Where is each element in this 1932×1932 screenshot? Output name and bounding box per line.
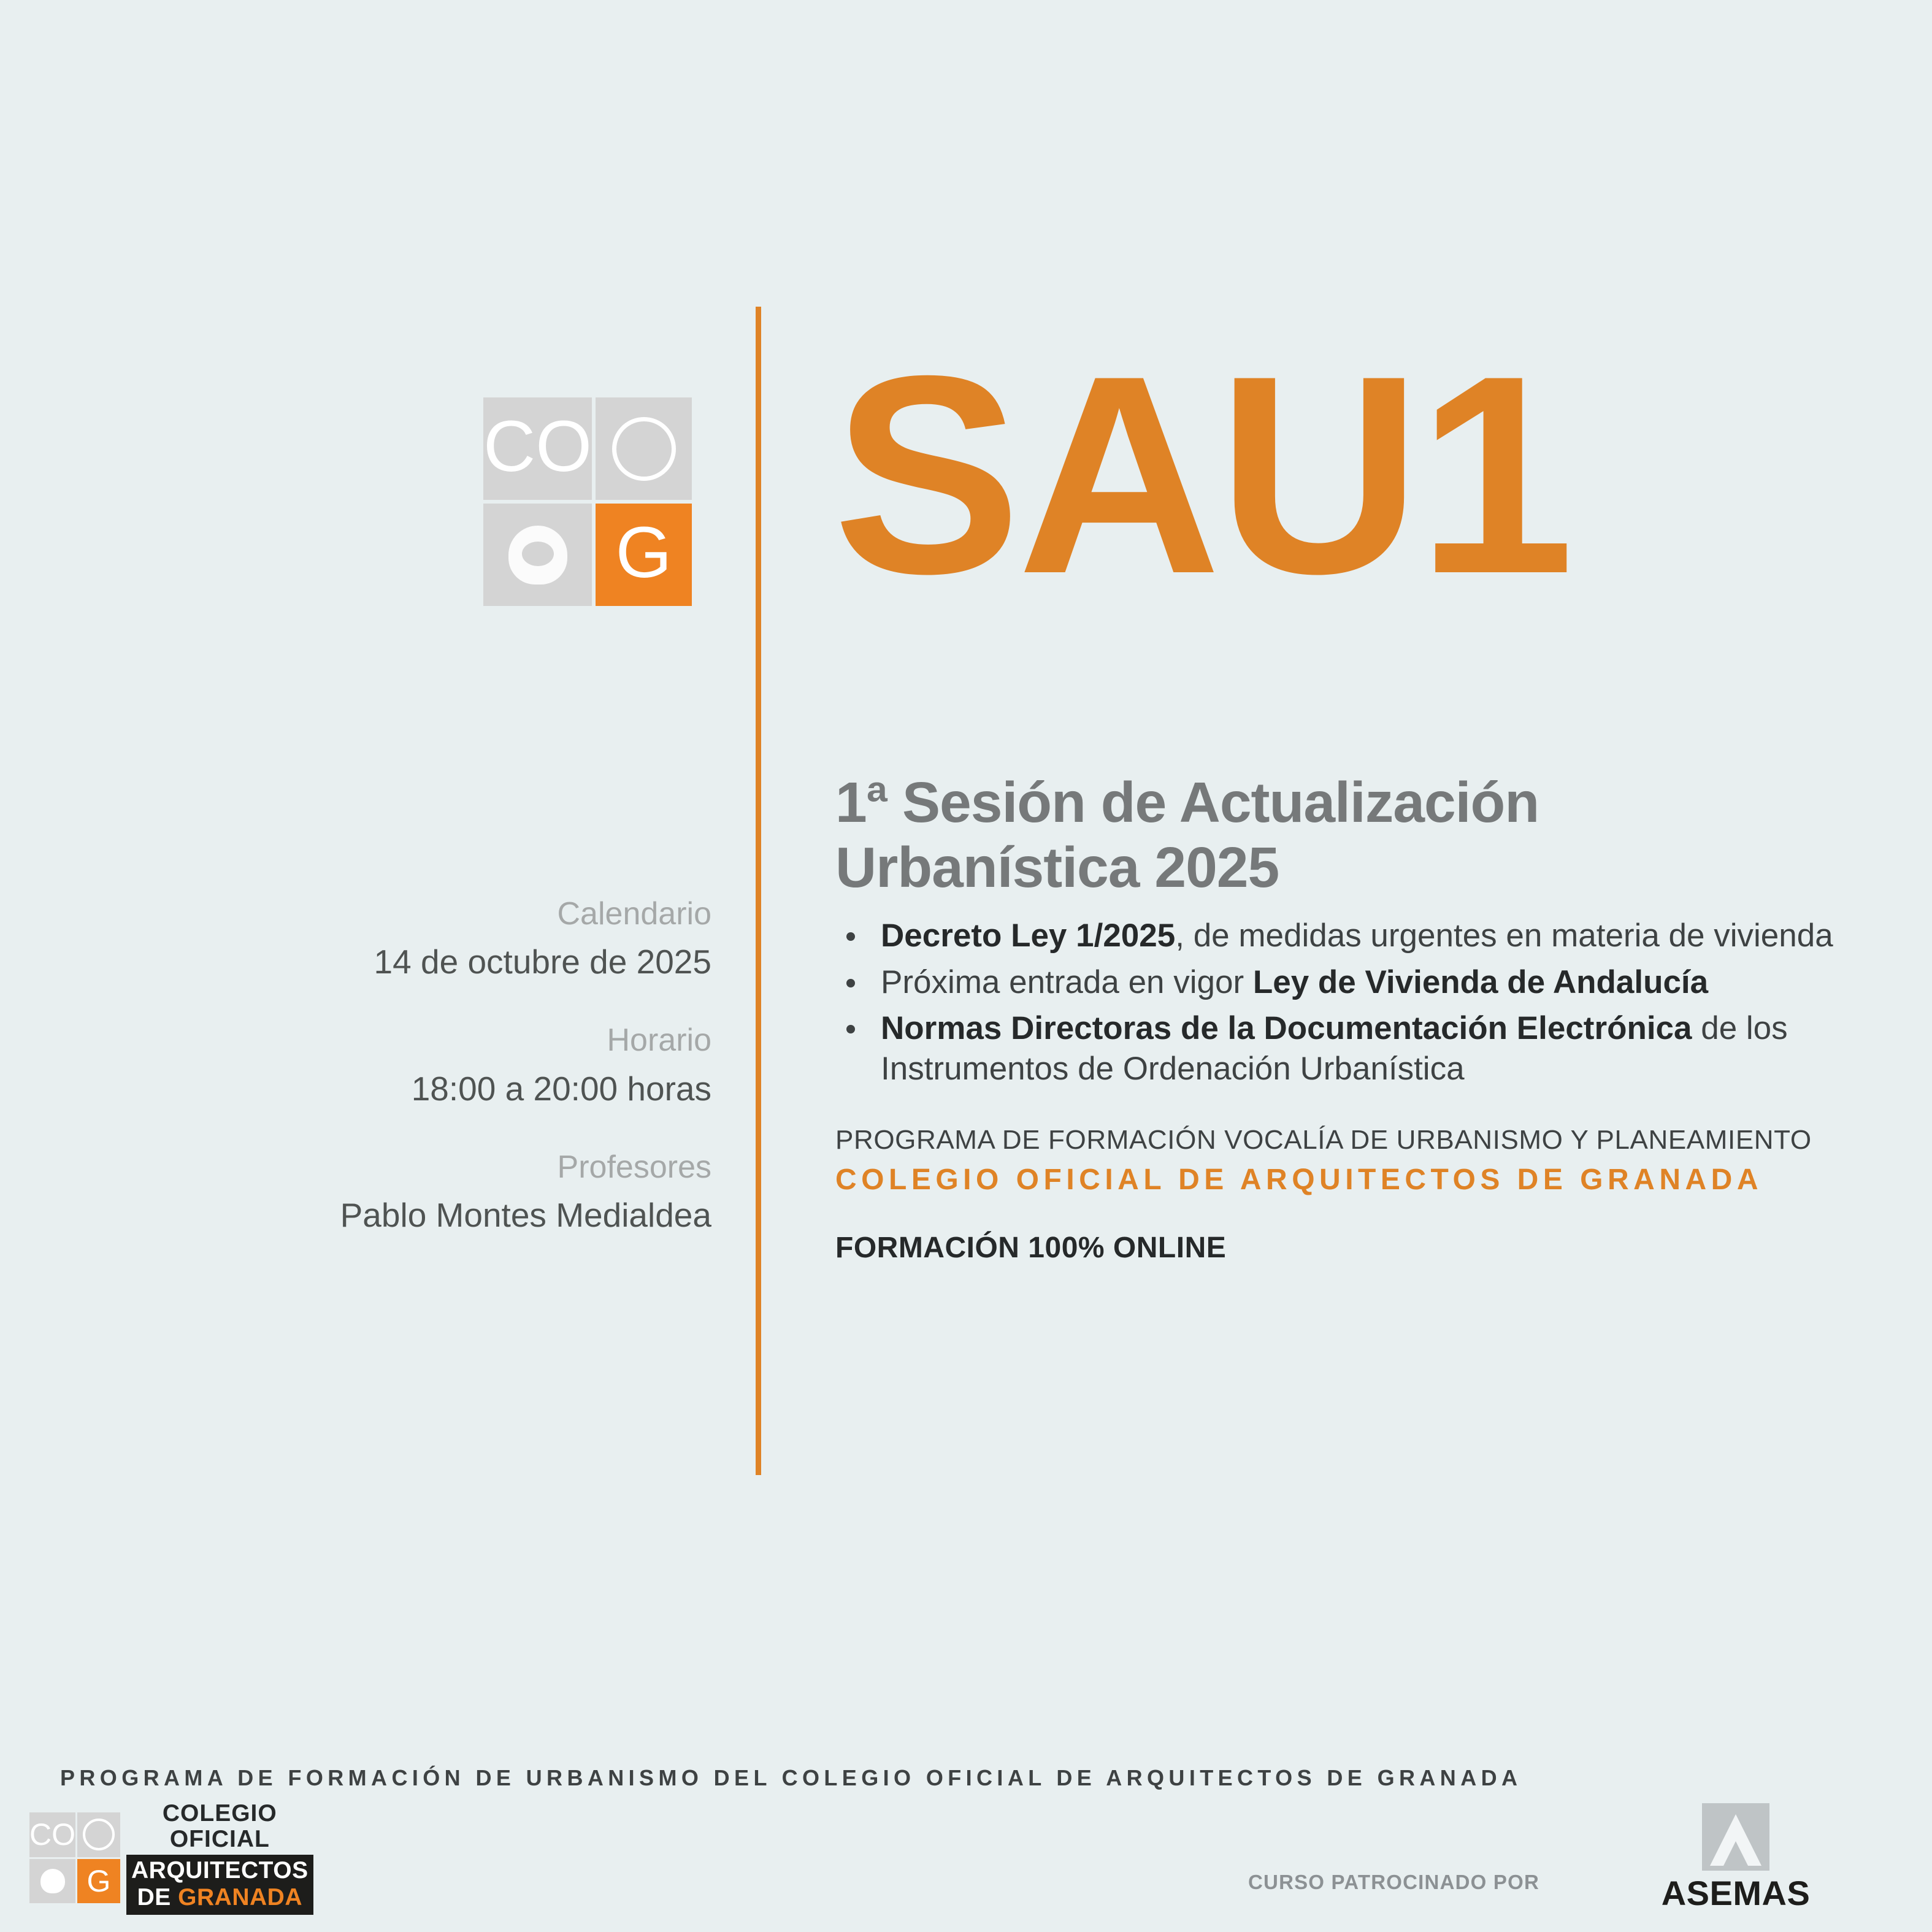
coag-logo-cell-lion: [483, 504, 592, 606]
page-title: SAU1: [833, 318, 1571, 632]
bullet-bold-lead-1: Decreto Ley 1/2025: [881, 918, 1176, 954]
detail-value-horario: 18:00 a 20:00 horas: [411, 1069, 711, 1108]
asemas-name: ASEMAS: [1661, 1874, 1811, 1912]
circle-icon: [83, 1819, 115, 1850]
detail-label-calendario: Calendario: [557, 896, 711, 932]
topic-list: [835, 916, 1866, 1089]
circle-icon: [612, 417, 676, 481]
footer-logo-cell-g: G: [77, 1859, 120, 1904]
sponsor-label: CURSO PATROCINADO POR: [1248, 1871, 1539, 1893]
footer-banner-text: PROGRAMA DE FORMACIÓN DE URBANISMO DEL COLEGIO OFICIAL DE ARQUITECTOS DE GRANADA: [60, 1765, 1522, 1790]
footer-logo-words: [126, 1800, 313, 1911]
footer-logo-cell-ring: [77, 1812, 120, 1857]
list-item: [835, 1008, 1866, 1089]
asemas-mark-icon: [1702, 1803, 1769, 1871]
session-title-line1: 1ª Sesión de Actualización: [835, 770, 1539, 834]
lion-icon: [40, 1869, 65, 1893]
main-content: [835, 770, 1866, 1265]
footer-coag-logo: [29, 1800, 336, 1911]
organization-line: COLEGIO OFICIAL DE ARQUITECTOS DE GRANADA: [835, 1163, 1763, 1197]
footer-logo-granada: GRANADA: [178, 1884, 302, 1911]
bullet-bold-lead-3: Normas Directoras de la Documentación Electrónica: [881, 1010, 1692, 1047]
program-line: PROGRAMA DE FORMACIÓN VOCALÍA DE URBANISMO Y PLANEAMIENTO: [835, 1124, 1812, 1155]
session-title: [835, 770, 1866, 900]
detail-label-horario: Horario: [607, 1022, 711, 1059]
asemas-logo: [1558, 1803, 1914, 1913]
coag-letter-g: G: [615, 512, 672, 593]
detail-calendario: [184, 892, 711, 984]
bullet-text-2: Próxima entrada en vigor: [881, 964, 1253, 1000]
modality-line: FORMACIÓN 100% ONLINE: [835, 1232, 1227, 1265]
coag-logo-cell-ring: [596, 397, 692, 500]
coag-logo-cell-g: [596, 504, 692, 606]
footer-logo-cell-lion: [29, 1859, 75, 1904]
coag-logo: [483, 397, 692, 606]
footer-logo-line1: COLEGIO: [162, 1800, 277, 1827]
footer-logo-line3: [126, 1855, 313, 1914]
list-item: [835, 916, 1866, 956]
bullet-text-1: , de medidas urgentes en materia de vivienda: [1175, 918, 1833, 954]
lion-icon: [508, 526, 567, 585]
footer-logo-de: DE: [137, 1884, 178, 1911]
bullet-text-3: de los Instrumentos de Ordenación Urbanística: [881, 1010, 1788, 1087]
footer-logo-arquitectos: ARQUITECTOS: [131, 1857, 309, 1884]
coag-letters-co: CO: [483, 405, 592, 487]
footer-logo-squares: [29, 1812, 120, 1903]
detail-label-profesores: Profesores: [557, 1149, 711, 1185]
detail-value-profesores: Pablo Montes Medialdea: [340, 1196, 711, 1235]
list-item: [835, 962, 1866, 1003]
detail-profesores: [184, 1146, 711, 1238]
session-title-line2: Urbanística 2025: [835, 835, 1279, 900]
vertical-divider: [756, 307, 761, 1475]
footer-logo-line2: OFICIAL: [169, 1826, 270, 1853]
coag-logo-cell-co: [483, 397, 592, 500]
detail-value-calendario: 14 de octubre de 2025: [374, 943, 711, 981]
detail-horario: [184, 1019, 711, 1111]
footer-logo-cell-co: CO: [29, 1812, 75, 1857]
event-details: [184, 892, 711, 1272]
bullet-bold-tail-2: Ley de Vivienda de Andalucía: [1252, 964, 1709, 1000]
